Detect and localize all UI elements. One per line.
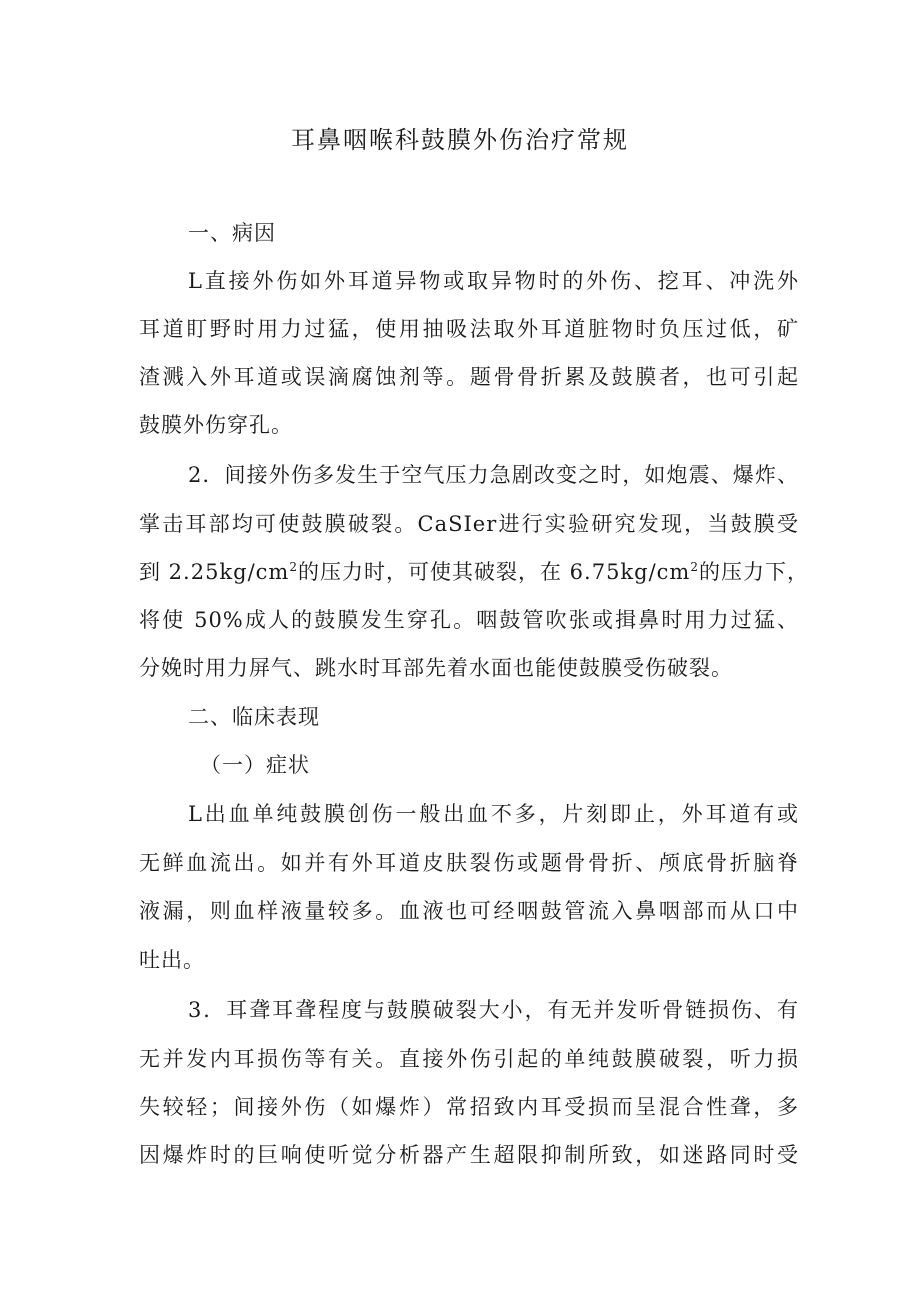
text-segment: 的压力下， xyxy=(699,560,809,584)
paragraph-line: 2．间接外伤多发生于空气压力急剧改变之时，如炮震、爆炸、 xyxy=(188,463,799,487)
section-heading-etiology: 一、病因 xyxy=(188,221,276,245)
paragraph-line: 因爆炸时的巨响使听觉分析器产生超限抑制所致，如迷路同时受 xyxy=(139,1143,799,1167)
paragraph-line: 将使 50%成人的鼓膜发生穿孔。咽鼓管吹张或揖鼻时用力过猛、 xyxy=(139,608,799,632)
paragraph-line: L直接外伤如外耳道异物或取异物时的外伤、挖耳、冲洗外 xyxy=(188,269,799,293)
document-title: 耳鼻咽喉科鼓膜外伤治疗常规 xyxy=(291,126,629,154)
section-heading-clinical: 二、临床表现 xyxy=(188,705,320,729)
superscript: 2 xyxy=(690,560,699,574)
subsection-heading-symptoms: （一）症状 xyxy=(200,753,310,777)
paragraph-line: 分娩时用力屏气、跳水时耳部先着水面也能使鼓膜受伤破裂。 xyxy=(139,656,733,680)
paragraph-line: 无鲜血流出。如并有外耳道皮肤裂伤或题骨骨折、颅底骨折脑脊 xyxy=(139,851,799,875)
superscript: 2 xyxy=(289,560,298,574)
paragraph-line: L出血单纯鼓膜创伤一般出血不多，片刻即止，外耳道有或 xyxy=(188,802,799,826)
paragraph-line: 3．耳聋耳聋程度与鼓膜破裂大小，有无并发听骨链损伤、有 xyxy=(188,998,799,1022)
paragraph-line: 耳道盯野时用力过猛，使用抽吸法取外耳道脏物时负压过低，矿 xyxy=(139,317,799,341)
paragraph-line: 吐出。 xyxy=(139,948,205,972)
paragraph-line: 鼓膜外伤穿孔。 xyxy=(139,413,293,437)
paragraph-line: 渣溅入外耳道或误滴腐蚀剂等。题骨骨折累及鼓膜者，也可引起 xyxy=(139,365,799,389)
paragraph-line: 液漏，则血样液量较多。血液也可经咽鼓管流入鼻咽部而从口中 xyxy=(139,899,799,923)
text-segment: 的压力时，可使其破裂，在 6.75kg/cm xyxy=(298,560,691,584)
paragraph-line: 掌击耳部均可使鼓膜破裂。CaSIer进行实验研究发现，当鼓膜受 xyxy=(139,512,799,536)
paragraph-line: 失较轻；间接外伤（如爆炸）常招致内耳受损而呈混合性聋，多 xyxy=(139,1095,799,1119)
text-segment: 到 2.25kg/cm xyxy=(139,560,290,584)
paragraph-line: 无并发内耳损伤等有关。直接外伤引起的单纯鼓膜破裂，听力损 xyxy=(139,1047,799,1071)
paragraph-line-with-units xyxy=(139,555,809,589)
